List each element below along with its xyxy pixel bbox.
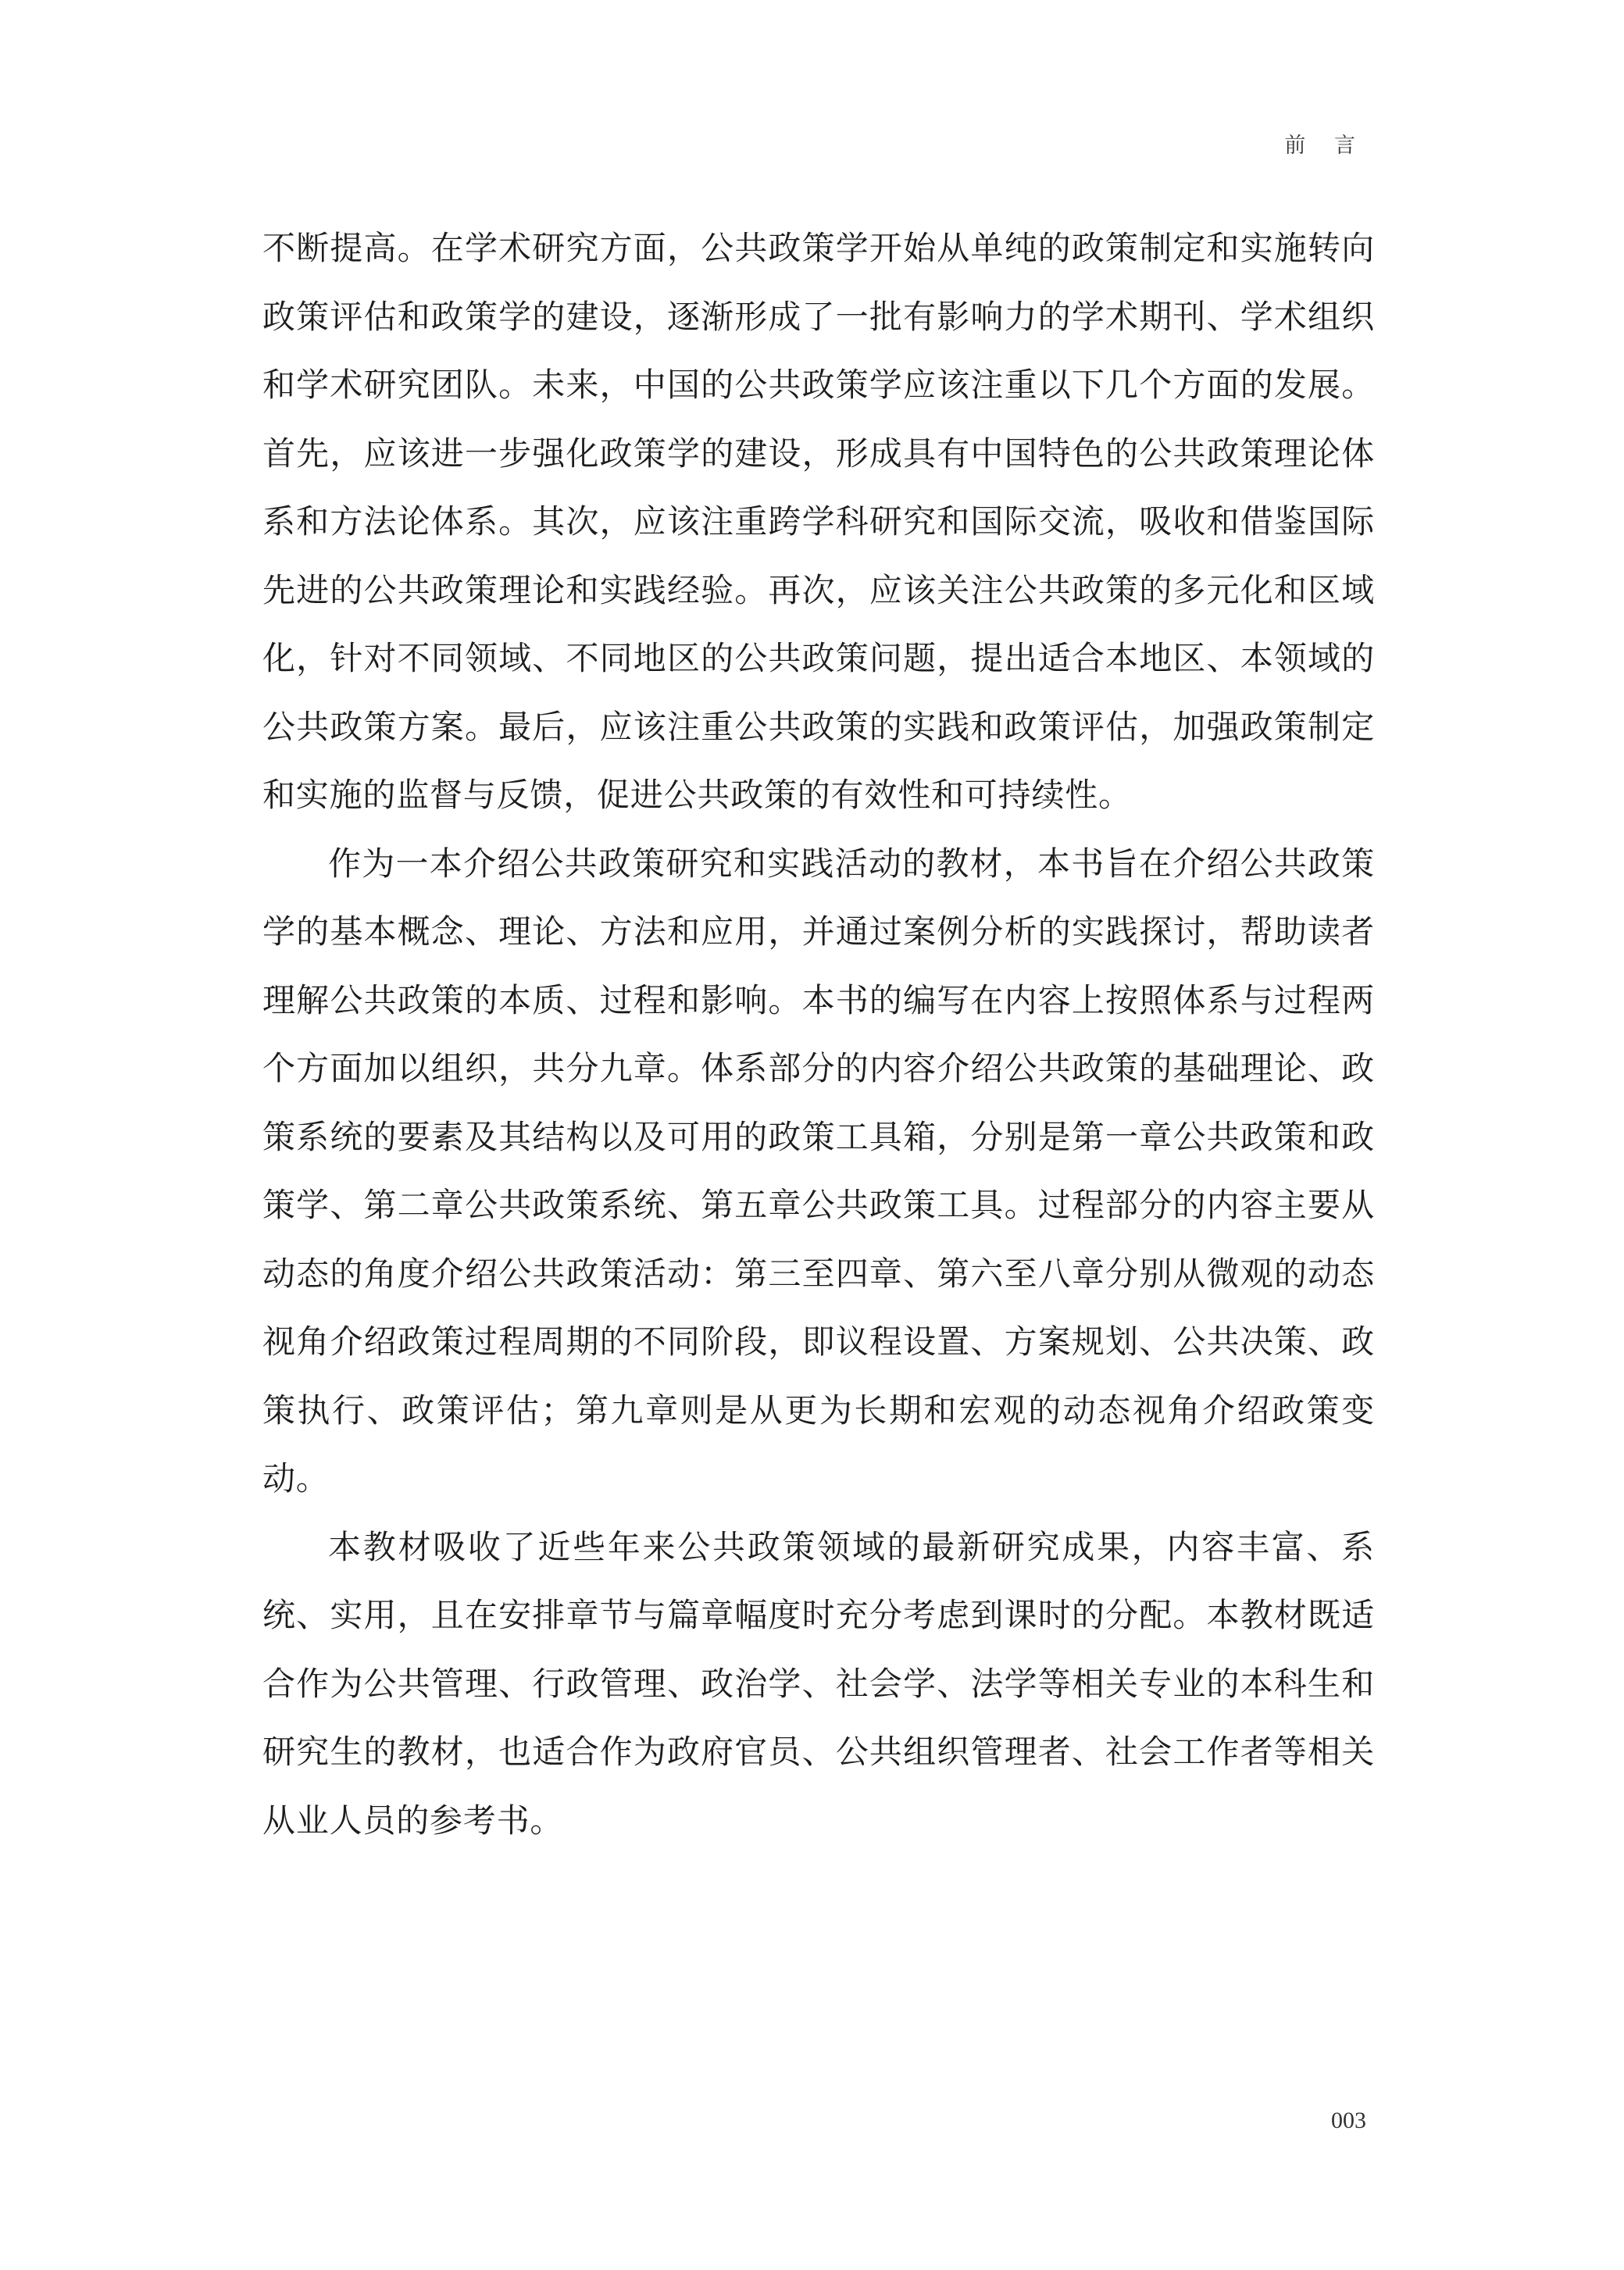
page-number: 003 [1331, 2108, 1366, 2133]
paragraph-audience: 本教材吸收了近些年来公共政策领域的最新研究成果，内容丰富、系统、实用，且在安排章节与篇章幅度时充分考虑到课时的分配。本教材既适合作为公共管理、行政管理、政治学、社会学、法学等相关专业的本科生和研究生的教材，也适合作为政府官员、公共组织管理者、社会工作者等相关从业人员的参考书。 [262, 1527, 1375, 1840]
body-text [262, 214, 1375, 1854]
paragraph-continued: 不断提高。在学术研究方面，公共政策学开始从单纯的政策制定和实施转向政策评估和政策学的建设，逐渐形成了一批有影响力的学术期刊、学术组织和学术研究团队。未来，中国的公共政策学应该注重以下几个方面的发展。首先，应该进一步强化政策学的建设，形成具有中国特色的公共政策理论体系和方法论体系。其次，应该注重跨学科研究和国际交流，吸收和借鉴国际先进的公共政策理论和实践经验。再次，应该关注公共政策的多元化和区域化，针对不同领域、不同地区的公共政策问题，提出适合本地区、本领域的公共政策方案。最后，应该注重公共政策的实践和政策评估，加强政策制定和实施的监督与反馈，促进公共政策的有效性和可持续性。 [262, 229, 1375, 814]
running-header: 前 言 [1284, 134, 1366, 158]
paragraph-book-purpose: 作为一本介绍公共政策研究和实践活动的教材，本书旨在介绍公共政策学的基本概念、理论、方法和应用，并通过案例分析的实践探讨，帮助读者理解公共政策的本质、过程和影响。本书的编写在内容上按照体系与过程两个方面加以组织，共分九章。体系部分的内容介绍公共政策的基础理论、政策系统的要素及其结构以及可用的政策工具箱，分别是第一章公共政策和政策学、第二章公共政策系统、第五章公共政策工具。过程部分的内容主要从动态的角度介绍公共政策活动：第三至四章、第六至八章分别从微观的动态视角介绍政策过程周期的不同阶段，即议程设置、方案规划、公共决策、政策执行、政策评估；第九章则是从更为长期和宏观的动态视角介绍政策变动。 [262, 844, 1375, 1497]
